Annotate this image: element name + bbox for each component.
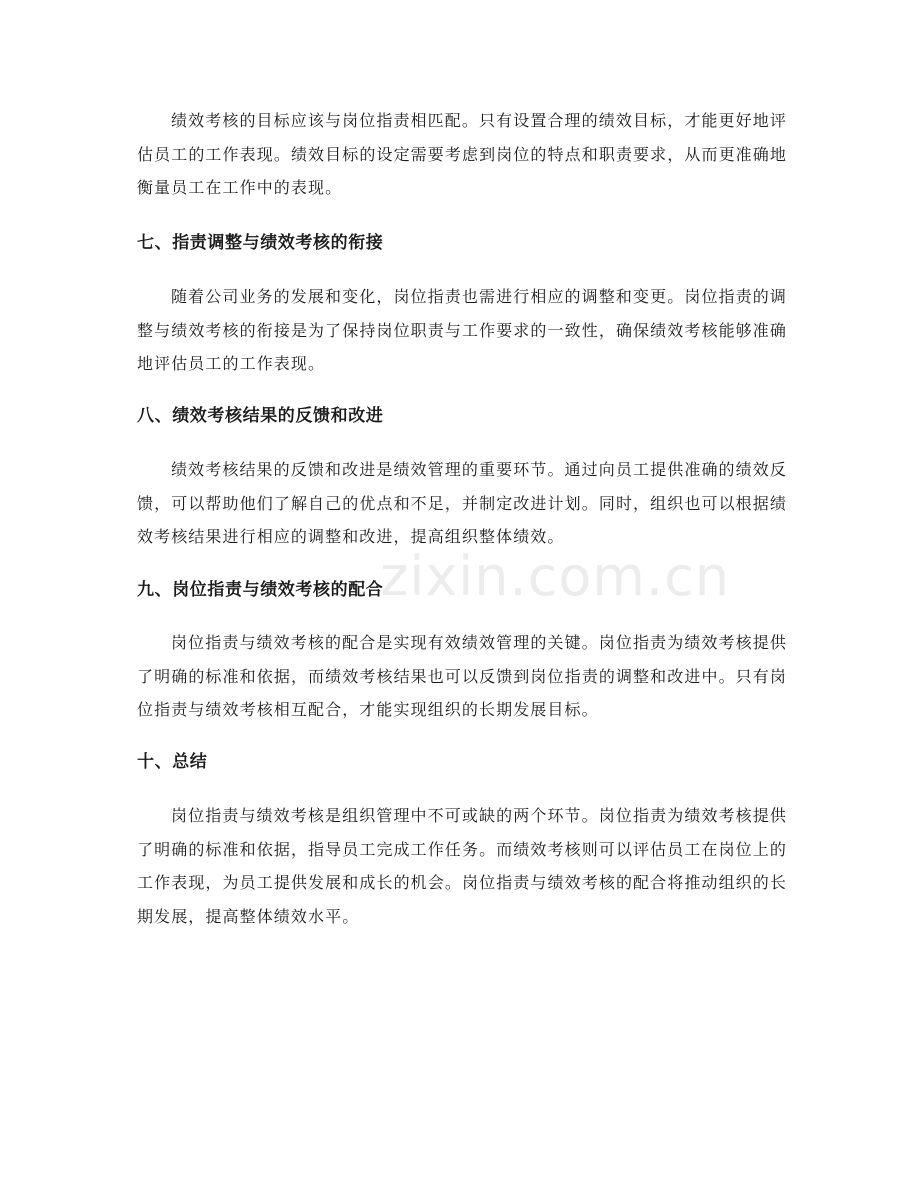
- paragraph-intro: 绩效考核的目标应该与岗位指责相匹配。只有设置合理的绩效目标，才能更好地评估员工的工作表现。绩效目标的设定需要考虑到岗位的特点和职责要求，从而更准确地衡量员工在工作中的表现。: [137, 111, 787, 197]
- paragraph-section-9: 岗位指责与绩效考核的配合是实现有效绩效管理的关键。岗位指责为绩效考核提供了明确的标准和依据，而绩效考核结果也可以反馈到岗位指责的调整和改进中。只有岗位指责与绩效考核相互配合，才能实现组织的长期发展目标。: [137, 633, 787, 719]
- section-heading-10: 十、总结: [137, 752, 208, 772]
- section-heading-9: 九、岗位指责与绩效考核的配合: [137, 580, 384, 600]
- paragraph-section-10: 岗位指责与绩效考核是组织管理中不可或缺的两个环节。岗位指责为绩效考核提供了明确的标准和依据，指导员工完成工作任务。而绩效考核则可以评估员工在岗位上的工作表现，为员工提供发展和成长的机会。岗位指责与绩效考核的配合将推动组织的长期发展，提高整体绩效水平。: [137, 806, 787, 926]
- paragraph-section-7: 随着公司业务的发展和变化，岗位指责也需进行相应的调整和变更。岗位指责的调整与绩效考核的衔接是为了保持岗位职责与工作要求的一致性，确保绩效考核能够准确地评估员工的工作表现。: [137, 287, 787, 373]
- section-heading-8: 八、绩效考核结果的反馈和改进: [137, 406, 384, 426]
- watermark-text: zixin.com.cn: [380, 545, 731, 608]
- section-heading-7: 七、指责调整与绩效考核的衔接: [137, 233, 384, 253]
- paragraph-section-8: 绩效考核结果的反馈和改进是绩效管理的重要环节。通过向员工提供准确的绩效反馈，可以帮助他们了解自己的优点和不足，并制定改进计划。同时，组织也可以根据绩效考核结果进行相应的调整和改进，提高组织整体绩效。: [137, 460, 787, 546]
